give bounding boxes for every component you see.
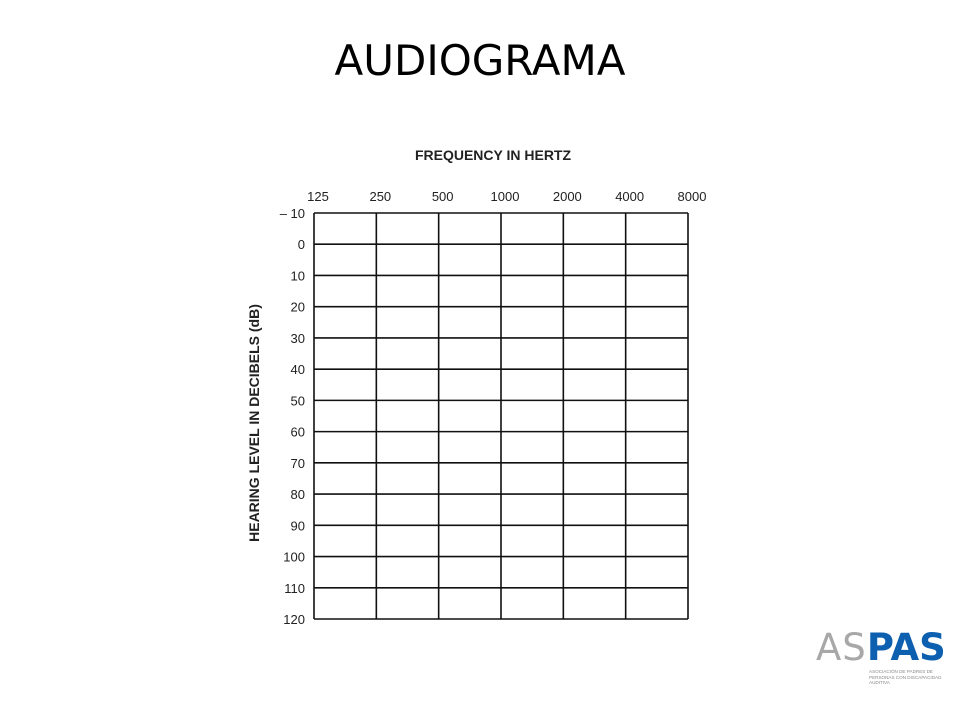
logo-text-as: AS <box>816 626 867 669</box>
y-tick-50: 50 <box>290 393 305 409</box>
x-tick-labels <box>307 189 706 204</box>
y-tick-100: 100 <box>283 549 305 565</box>
y-tick-0: 0 <box>297 237 305 253</box>
aspas-logo <box>816 626 946 690</box>
slide-title: AUDIOGRAMA <box>334 36 626 85</box>
logo-text-pas: PAS <box>866 626 946 669</box>
x-tick-8000: 8000 <box>677 189 707 204</box>
chart-grid <box>314 213 688 619</box>
y-tick-60: 60 <box>290 424 305 440</box>
x-tick-250: 250 <box>369 189 392 204</box>
y-tick-40: 40 <box>290 362 305 378</box>
y-tick-110: 110 <box>284 580 305 596</box>
y-tick-70: 70 <box>290 455 305 471</box>
x-tick-2000: 2000 <box>552 189 582 204</box>
x-tick-500: 500 <box>431 189 454 204</box>
x-axis-title: FREQUENCY IN HERTZ <box>414 147 572 163</box>
x-tick-125: 125 <box>307 189 329 204</box>
logo-subtitle: ASOCIACIÓN DE PADRES DE PERSONAS CON DISCAPACIDAD AUDITIVA <box>869 669 942 685</box>
y-tick-30: 30 <box>290 330 305 346</box>
y-tick--10: – 10 <box>279 206 305 221</box>
y-tick-90: 90 <box>290 518 305 534</box>
y-tick-10: 10 <box>290 268 305 284</box>
y-tick-80: 80 <box>290 487 305 503</box>
x-tick-1000: 1000 <box>490 189 520 204</box>
x-tick-4000: 4000 <box>615 189 645 204</box>
y-axis-title: HEARING LEVEL IN DECIBELS (dB) <box>246 304 262 542</box>
y-tick-labels <box>280 206 305 627</box>
y-tick-120: 120 <box>283 612 305 627</box>
y-tick-20: 20 <box>290 299 305 315</box>
